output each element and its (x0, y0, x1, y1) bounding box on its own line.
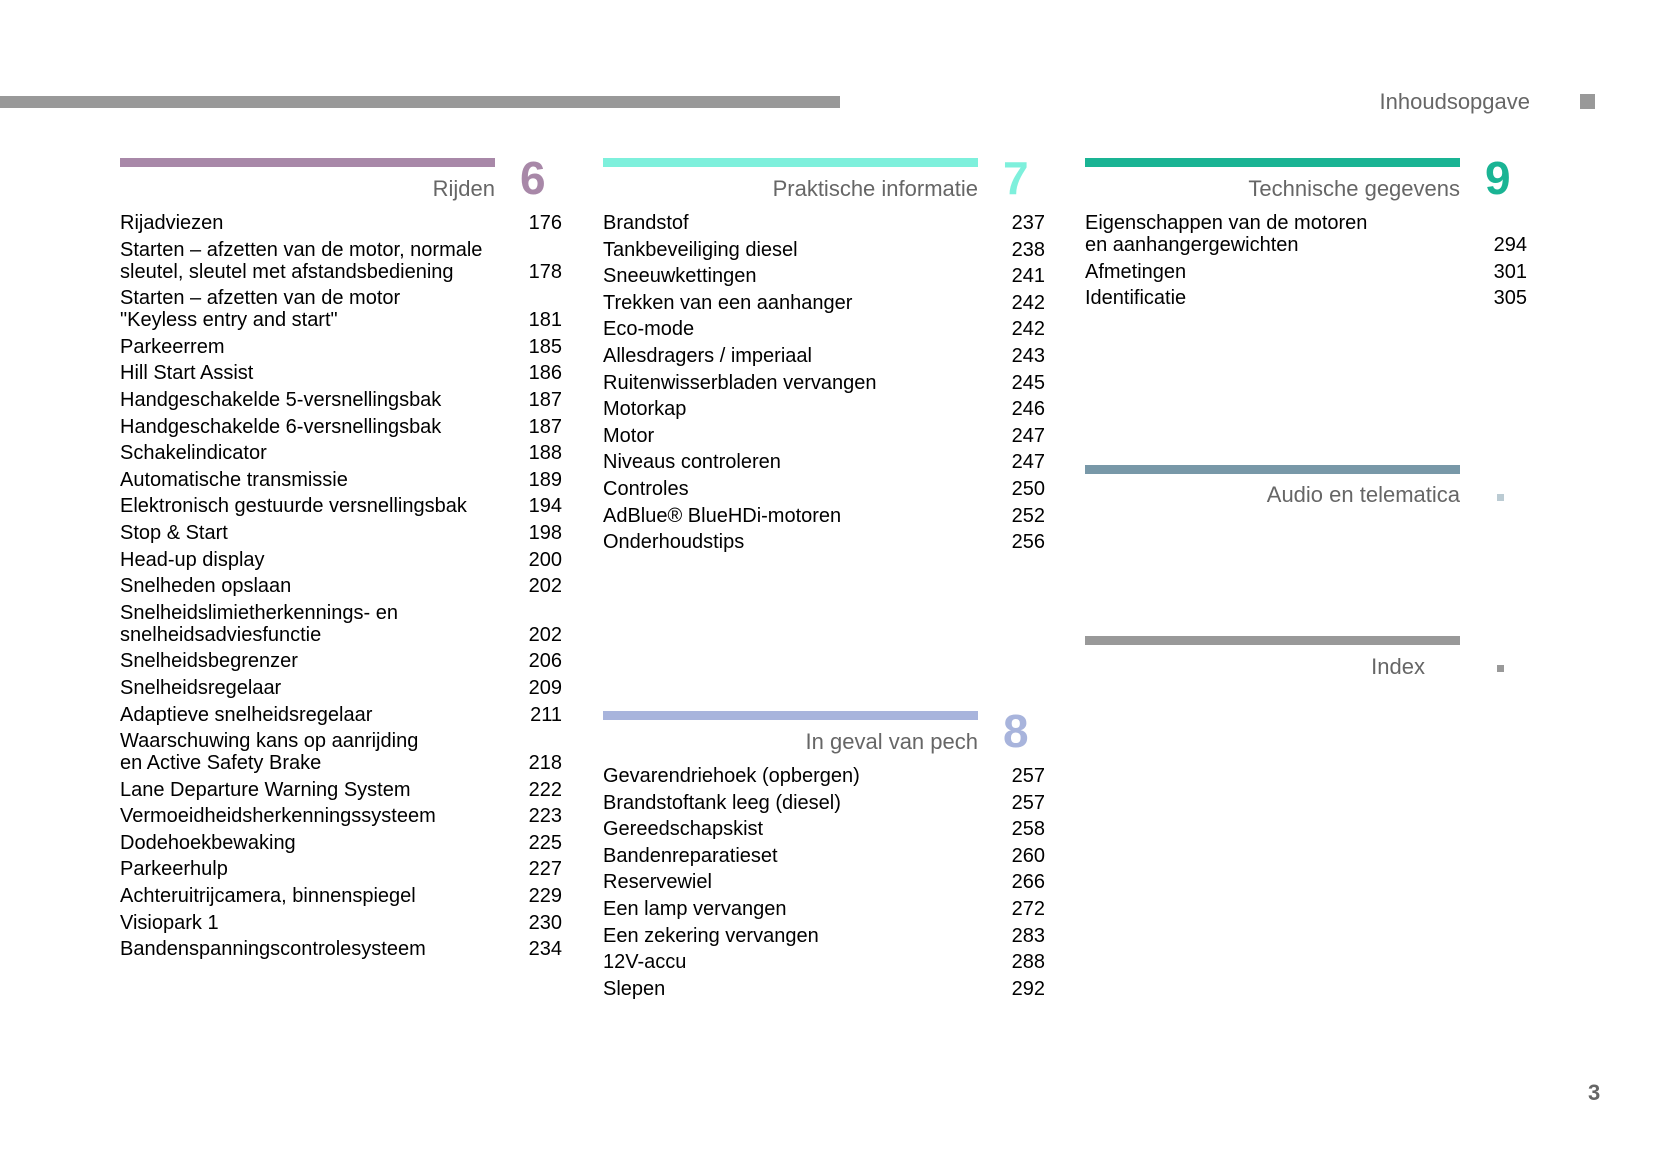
toc-entry[interactable] (120, 602, 562, 646)
section-9-number: 9 (1485, 152, 1511, 204)
toc-entry-page: 222 (528, 778, 562, 801)
toc-entry-label: Vermoeidheidsherkenningssysteem (120, 805, 436, 828)
toc-entry[interactable] (120, 522, 562, 544)
toc-entry-page: 187 (528, 388, 562, 411)
section-7-entry-list (603, 212, 1045, 558)
toc-entry-label: Elektronisch gestuurde versnellingsbak (120, 495, 467, 518)
toc-entry-page: 242 (1011, 291, 1045, 314)
toc-entry[interactable] (120, 677, 562, 699)
toc-entry-page: 247 (1011, 424, 1045, 447)
toc-entry[interactable] (603, 978, 1045, 1000)
toc-entry[interactable] (120, 858, 562, 880)
toc-entry-label: Handgeschakelde 6-versnellingsbak (120, 415, 442, 438)
toc-entry-page: 294 (1493, 234, 1527, 256)
toc-entry-page: 238 (1011, 238, 1045, 261)
audio-section-title[interactable]: Audio en telematica (1266, 482, 1460, 507)
section-9-title[interactable]: Technische gegevens (1248, 176, 1460, 201)
toc-entry[interactable] (120, 239, 562, 283)
section-7-title[interactable]: Praktische informatie (772, 176, 978, 201)
toc-entry-label: Handgeschakelde 5-versnellingsbak (120, 388, 442, 411)
toc-entry[interactable] (603, 925, 1045, 947)
toc-entry-label: Een zekering vervangen (603, 924, 819, 947)
toc-entry[interactable] (120, 469, 562, 491)
toc-entry-label: AdBlue® BlueHDi-motoren (603, 504, 842, 527)
toc-entry-page: 229 (528, 885, 562, 908)
toc-entry[interactable] (603, 871, 1045, 893)
toc-entry-page: 245 (1011, 371, 1045, 394)
toc-entry-label: Achteruitrijcamera, binnenspiegel (120, 885, 416, 908)
toc-entry[interactable] (603, 212, 1045, 234)
toc-entry-page: 257 (1011, 765, 1045, 787)
toc-entry-page: 225 (528, 831, 562, 854)
toc-entry[interactable] (1085, 287, 1527, 309)
toc-entry-label: Controles (603, 477, 689, 500)
index-section-marker (1497, 665, 1504, 672)
toc-entry[interactable] (603, 398, 1045, 420)
toc-entry-label: Parkeerhulp (120, 858, 228, 881)
section-8-title[interactable]: In geval van pech (805, 729, 978, 754)
toc-entry-page: 218 (528, 752, 562, 775)
toc-entry[interactable] (603, 898, 1045, 920)
index-section-bar (1085, 636, 1460, 645)
toc-entry-page: 260 (1011, 844, 1045, 867)
toc-entry[interactable] (603, 425, 1045, 447)
toc-entry[interactable] (603, 318, 1045, 340)
toc-entry-page: 234 (528, 938, 562, 961)
section-6-title[interactable]: Rijden (432, 176, 495, 201)
toc-entry[interactable] (603, 478, 1045, 500)
toc-entry-label: Dodehoekbewaking (120, 831, 296, 854)
toc-entry-page: 202 (528, 623, 562, 646)
section-7-number: 7 (1003, 152, 1029, 204)
toc-entry[interactable] (120, 287, 562, 331)
toc-entry-label: Waarschuwing kans op aanrijding en Active Safety Brake (120, 730, 419, 775)
toc-entry-label: Allesdragers / imperiaal (603, 344, 812, 367)
toc-entry[interactable] (120, 575, 562, 597)
toc-entry-page: 227 (528, 858, 562, 881)
toc-entry[interactable] (603, 765, 1045, 787)
toc-entry-page: 223 (528, 805, 562, 828)
toc-entry-page: 186 (528, 362, 562, 385)
toc-entry[interactable] (120, 336, 562, 358)
toc-entry[interactable] (120, 779, 562, 801)
toc-entry[interactable] (120, 495, 562, 517)
toc-entry-label: Brandstof (603, 212, 689, 234)
toc-entry-page: 288 (1011, 951, 1045, 974)
section-6-entry-list (120, 212, 562, 965)
toc-entry-label: Schakelindicator (120, 442, 267, 465)
toc-entry[interactable] (120, 212, 562, 234)
toc-entry[interactable] (603, 372, 1045, 394)
toc-entry-label: Visiopark 1 (120, 911, 219, 934)
toc-entry-page: 194 (528, 495, 562, 518)
toc-entry-label: Slepen (603, 977, 666, 1000)
toc-entry-label: Hill Start Assist (120, 362, 254, 385)
toc-entry-label: Snelheden opslaan (120, 575, 292, 598)
toc-entry-page: 241 (1011, 265, 1045, 288)
toc-entry[interactable] (603, 531, 1045, 553)
audio-section-bar (1085, 465, 1460, 474)
toc-entry-page: 230 (528, 911, 562, 934)
toc-entry-page: 188 (528, 442, 562, 465)
toc-entry[interactable] (120, 730, 562, 774)
toc-entry[interactable] (603, 951, 1045, 973)
toc-entry-page: 292 (1011, 977, 1045, 1000)
toc-entry-label: Trekken van een aanhanger (603, 291, 853, 314)
toc-entry-label: Starten – afzetten van de motor, normale sleutel, sleutel met afstandsbediening (120, 238, 483, 283)
toc-entry-page: 252 (1011, 504, 1045, 527)
toc-entry[interactable] (120, 389, 562, 411)
toc-entry[interactable] (120, 362, 562, 384)
toc-entry-page: 305 (1493, 287, 1527, 310)
toc-entry-page: 185 (528, 335, 562, 358)
toc-entry-label: Snelheidsbegrenzer (120, 650, 298, 673)
toc-entry-label: Snelheidsregelaar (120, 676, 282, 699)
toc-entry[interactable] (603, 818, 1045, 840)
toc-entry-label: Sneeuwkettingen (603, 265, 757, 288)
toc-entry-page: 187 (528, 415, 562, 438)
toc-entry-label: Motorkap (603, 398, 687, 421)
toc-entry[interactable] (603, 845, 1045, 867)
section-7-bar (603, 158, 978, 167)
toc-entry[interactable] (1085, 212, 1527, 256)
section-8-entry-list (603, 765, 1045, 1004)
toc-entry[interactable] (120, 912, 562, 934)
toc-entry[interactable] (120, 650, 562, 672)
toc-entry-label: Adaptieve snelheidsregelaar (120, 703, 373, 726)
toc-entry-page: 266 (1011, 871, 1045, 894)
toc-entry-label: Parkeerrem (120, 335, 225, 358)
toc-entry-page: 206 (528, 650, 562, 673)
toc-entry-label: Head-up display (120, 548, 265, 571)
toc-entry-page: 258 (1011, 818, 1045, 841)
toc-entry-label: Motor (603, 424, 655, 447)
header-square-marker (1580, 94, 1595, 109)
section-8-bar (603, 711, 978, 720)
toc-entry-page: 189 (528, 468, 562, 491)
section-9-bar (1085, 158, 1460, 167)
toc-entry-page: 209 (528, 676, 562, 699)
toc-entry-label: Identificatie (1085, 287, 1187, 310)
toc-entry-label: 12V-accu (603, 951, 687, 974)
toc-entry-label: Ruitenwisserbladen vervangen (603, 371, 877, 394)
toc-entry-page: 176 (528, 212, 562, 234)
toc-entry[interactable] (120, 442, 562, 464)
toc-entry-page: 200 (528, 548, 562, 571)
toc-entry[interactable] (1085, 261, 1527, 283)
toc-entry-label: Bandenreparatieset (603, 844, 778, 867)
toc-entry-page: 257 (1011, 791, 1045, 814)
section-6-bar (120, 158, 495, 167)
toc-entry[interactable] (603, 505, 1045, 527)
toc-entry-page: 181 (528, 309, 562, 332)
toc-entry[interactable] (120, 885, 562, 907)
toc-entry-label: Snelheidslimietherkennings- en snelheidsadviesfunctie (120, 601, 398, 646)
toc-entry-page: 250 (1011, 477, 1045, 500)
toc-entry-label: Reservewiel (603, 871, 712, 894)
toc-entry[interactable] (603, 292, 1045, 314)
toc-entry-label: Eigenschappen van de motoren en aanhangergewichten (1085, 212, 1368, 256)
toc-entry-label: Afmetingen (1085, 260, 1187, 283)
toc-entry-page: 243 (1011, 344, 1045, 367)
page-number: 3 (1588, 1080, 1601, 1105)
header-rule (0, 96, 840, 108)
toc-entry-label: Gereedschapskist (603, 818, 764, 841)
section-8-number: 8 (1003, 705, 1029, 757)
toc-entry-label: Automatische transmissie (120, 468, 348, 491)
section-6-number: 6 (520, 152, 546, 204)
toc-entry[interactable] (603, 792, 1045, 814)
toc-entry-page: 202 (528, 575, 562, 598)
toc-entry-label: Gevarendriehoek (opbergen) (603, 765, 860, 787)
toc-entry[interactable] (120, 416, 562, 438)
toc-entry-page: 242 (1011, 318, 1045, 341)
toc-entry[interactable] (120, 938, 562, 960)
toc-entry-page: 211 (530, 703, 562, 726)
toc-entry-page: 301 (1493, 260, 1527, 283)
toc-entry[interactable] (120, 805, 562, 827)
toc-entry[interactable] (120, 832, 562, 854)
toc-entry-label: Eco-mode (603, 318, 695, 341)
toc-entry[interactable] (120, 704, 562, 726)
toc-entry[interactable] (603, 451, 1045, 473)
toc-entry-label: Een lamp vervangen (603, 897, 787, 920)
toc-entry-label: Stop & Start (120, 521, 228, 544)
toc-entry-label: Onderhoudstips (603, 531, 745, 554)
toc-entry-label: Niveaus controleren (603, 451, 781, 474)
toc-entry-page: 237 (1011, 212, 1045, 234)
toc-entry-page: 246 (1011, 398, 1045, 421)
toc-entry-label: Rijadviezen (120, 212, 224, 234)
toc-entry[interactable] (120, 549, 562, 571)
toc-entry[interactable] (603, 239, 1045, 261)
audio-section-marker (1497, 494, 1504, 501)
toc-entry[interactable] (603, 345, 1045, 367)
toc-entry-page: 256 (1011, 531, 1045, 554)
toc-entry-page: 247 (1011, 451, 1045, 474)
toc-entry-label: Tankbeveiliging diesel (603, 238, 798, 261)
toc-entry-page: 272 (1011, 897, 1045, 920)
toc-entry[interactable] (603, 265, 1045, 287)
section-9-entry-list (1085, 212, 1527, 314)
toc-entry-page: 283 (1011, 924, 1045, 947)
toc-entry-label: Starten – afzetten van de motor "Keyless entry and start" (120, 287, 401, 332)
toc-entry-page: 178 (528, 260, 562, 283)
toc-entry-label: Bandenspanningscontrolesysteem (120, 938, 426, 961)
index-section-title[interactable]: Index (1371, 654, 1425, 679)
toc-entry-label: Lane Departure Warning System (120, 778, 411, 801)
page-header-title: Inhoudsopgave (1379, 89, 1530, 114)
toc-entry-page: 198 (528, 521, 562, 544)
toc-entry-label: Brandstoftank leeg (diesel) (603, 791, 841, 814)
